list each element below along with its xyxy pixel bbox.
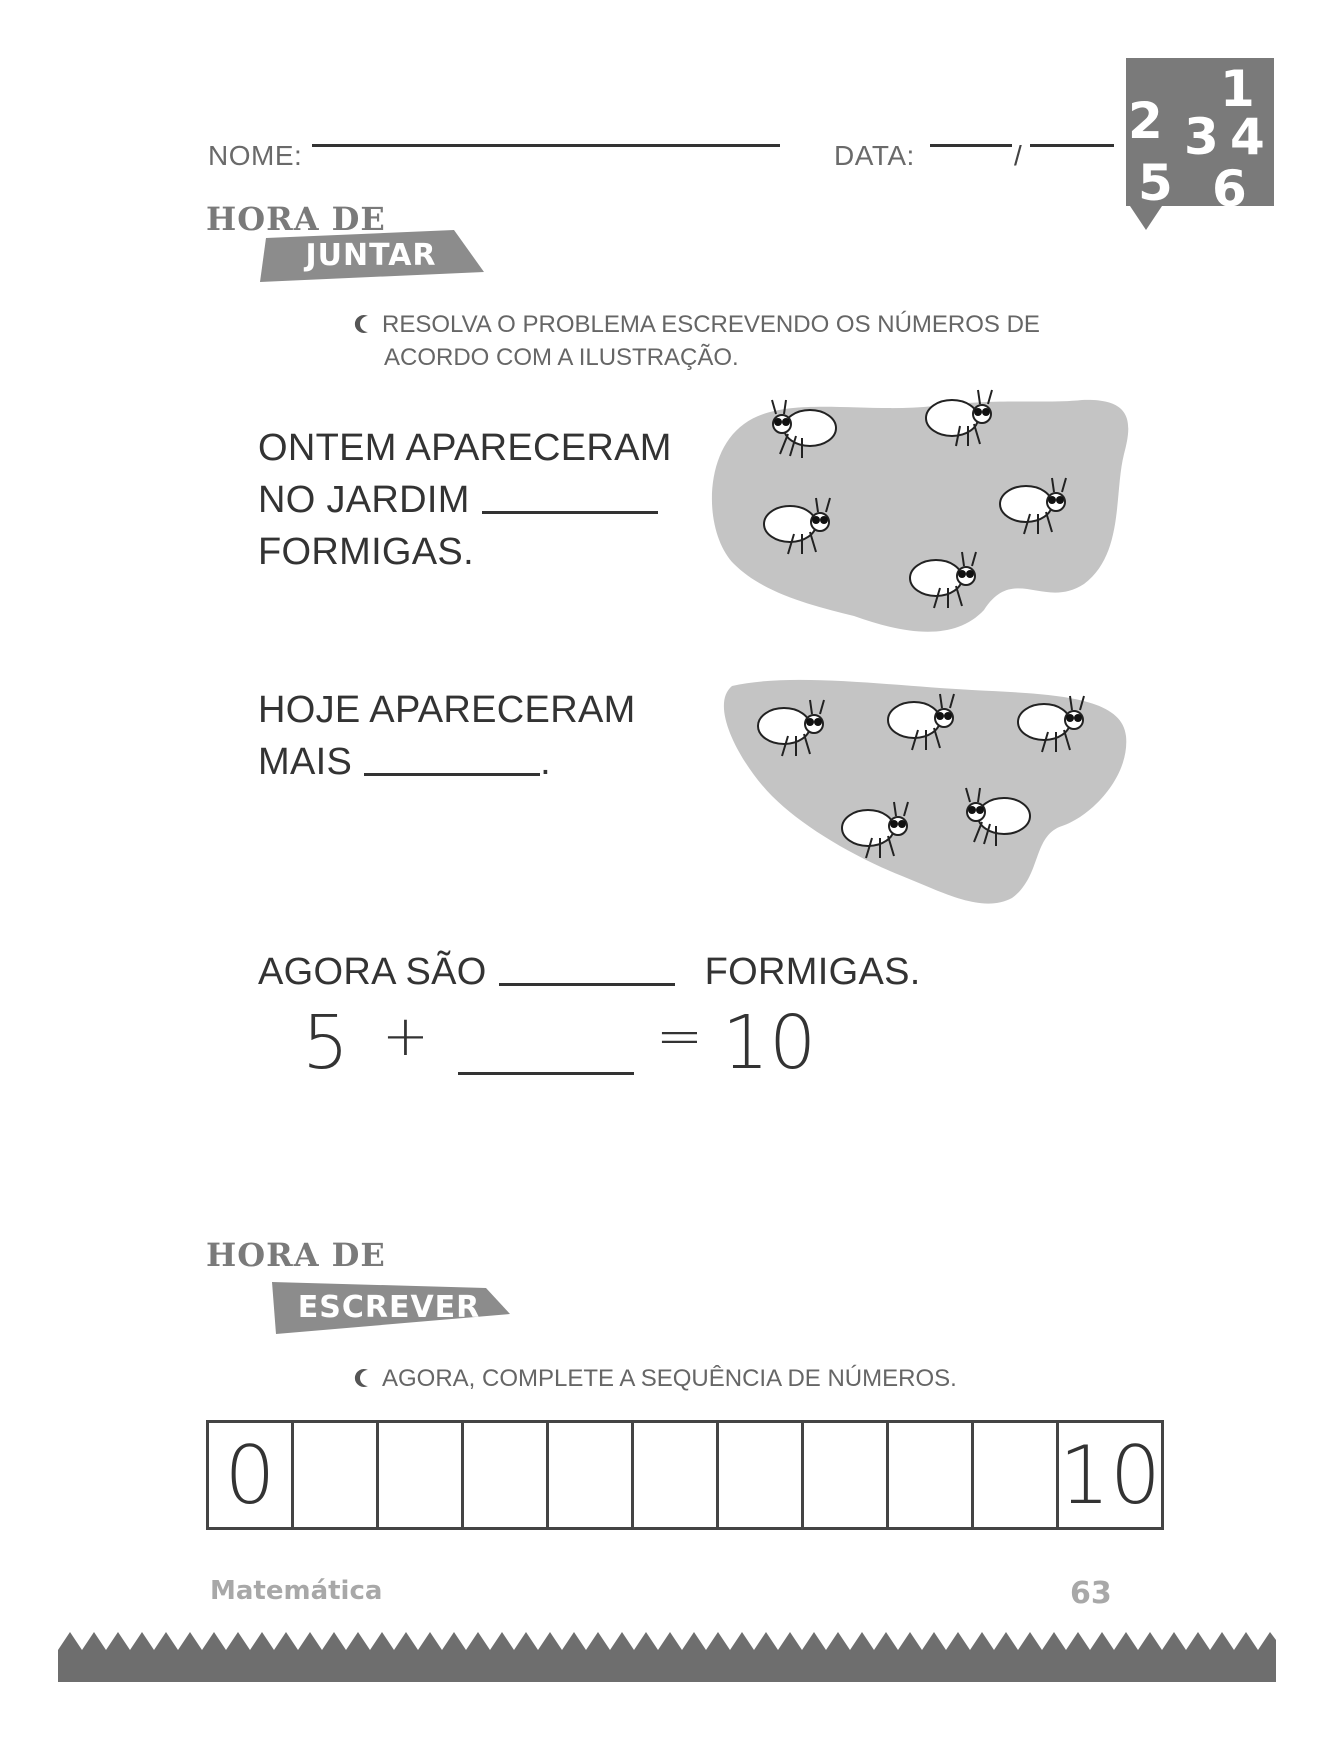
- juntar-banner-text: JUNTAR: [305, 237, 437, 273]
- date-month-field[interactable]: [1030, 144, 1114, 147]
- sequence-cell-9[interactable]: [974, 1423, 1059, 1527]
- number-sequence-grid: [206, 1420, 1164, 1530]
- hora-de-heading-2: HORA DE: [206, 1236, 386, 1274]
- corner-digit-2: 2: [1128, 92, 1163, 150]
- problem-3-start: AGORA SÃO: [258, 951, 487, 993]
- equation-plus: +: [382, 1004, 429, 1069]
- hora-de-heading-1: HORA DE: [206, 200, 386, 238]
- crescent-moon-icon: [354, 1368, 374, 1388]
- problem-2-period: .: [540, 741, 551, 783]
- problem-2-line1: HOJE APARECERAM: [258, 689, 636, 731]
- corner-digit-1: 1: [1220, 60, 1255, 118]
- sequence-cell-1[interactable]: [294, 1423, 379, 1527]
- instruction-1: [354, 308, 1114, 374]
- corner-digit-3: 3: [1184, 108, 1219, 166]
- page-number: 63: [1070, 1576, 1112, 1611]
- problem-1-line1: ONTEM APARECERAM: [258, 427, 672, 469]
- ants-garden-illustration-1: [704, 384, 1144, 644]
- problem-1-line2: NO JARDIM: [258, 479, 470, 521]
- equation-blank-field[interactable]: [458, 1072, 634, 1075]
- problem-3: [258, 946, 958, 998]
- date-separator: /: [1014, 140, 1023, 171]
- problem-1-line2-wrap: [258, 474, 698, 526]
- sequence-cell-2[interactable]: [379, 1423, 464, 1527]
- crescent-moon-icon: [354, 314, 374, 334]
- problem-3-end: FORMIGAS.: [704, 951, 921, 993]
- problem-1-line3: FORMIGAS.: [258, 531, 474, 573]
- corner-digit-4: 4: [1230, 108, 1265, 166]
- date-day-field[interactable]: [930, 144, 1012, 147]
- problem-1: [258, 422, 698, 578]
- corner-digit-5: 5: [1138, 154, 1173, 212]
- instruction-2: [354, 1362, 1114, 1395]
- equation-equals: =: [656, 1004, 703, 1069]
- name-label: NOME:: [208, 140, 303, 171]
- instruction-1-line1: RESOLVA O PROBLEMA ESCREVENDO OS NÚMEROS DE: [382, 311, 1040, 338]
- total-ants-field[interactable]: [499, 949, 675, 986]
- name-field[interactable]: [312, 144, 780, 147]
- problem-2-line2: MAIS: [258, 741, 353, 783]
- problem-2-line2-wrap: [258, 736, 698, 788]
- problem-2: [258, 684, 698, 788]
- escrever-banner-text: ESCREVER: [297, 1289, 481, 1325]
- zigzag-border: [58, 1630, 1276, 1682]
- today-ants-field[interactable]: [364, 739, 540, 776]
- corner-digit-6: 6: [1212, 160, 1247, 218]
- footer-subject: Matemática: [210, 1576, 383, 1606]
- sequence-cell-3[interactable]: [464, 1423, 549, 1527]
- sequence-cell-7[interactable]: [804, 1423, 889, 1527]
- sequence-cell-6[interactable]: [719, 1423, 804, 1527]
- escrever-banner: [268, 1278, 510, 1336]
- sequence-cell-0: 0: [209, 1423, 294, 1527]
- equation-result: 10: [722, 1000, 817, 1086]
- numbers-corner-logo: [1126, 58, 1274, 232]
- equation-addend-a: 5: [302, 1000, 350, 1086]
- instruction-2-text: AGORA, COMPLETE A SEQUÊNCIA DE NÚMEROS.: [382, 1365, 957, 1392]
- sequence-cell-10: 10: [1059, 1428, 1161, 1522]
- yesterday-ants-field[interactable]: [482, 477, 658, 514]
- date-label: DATA:: [834, 140, 915, 171]
- sequence-cell-4[interactable]: [549, 1423, 634, 1527]
- sequence-cell-8[interactable]: [889, 1423, 974, 1527]
- instruction-1-line2: ACORDO COM A ILUSTRAÇÃO.: [384, 344, 739, 371]
- sequence-cell-5[interactable]: [634, 1423, 719, 1527]
- juntar-banner: [258, 226, 484, 284]
- ants-garden-illustration-2: [712, 676, 1142, 906]
